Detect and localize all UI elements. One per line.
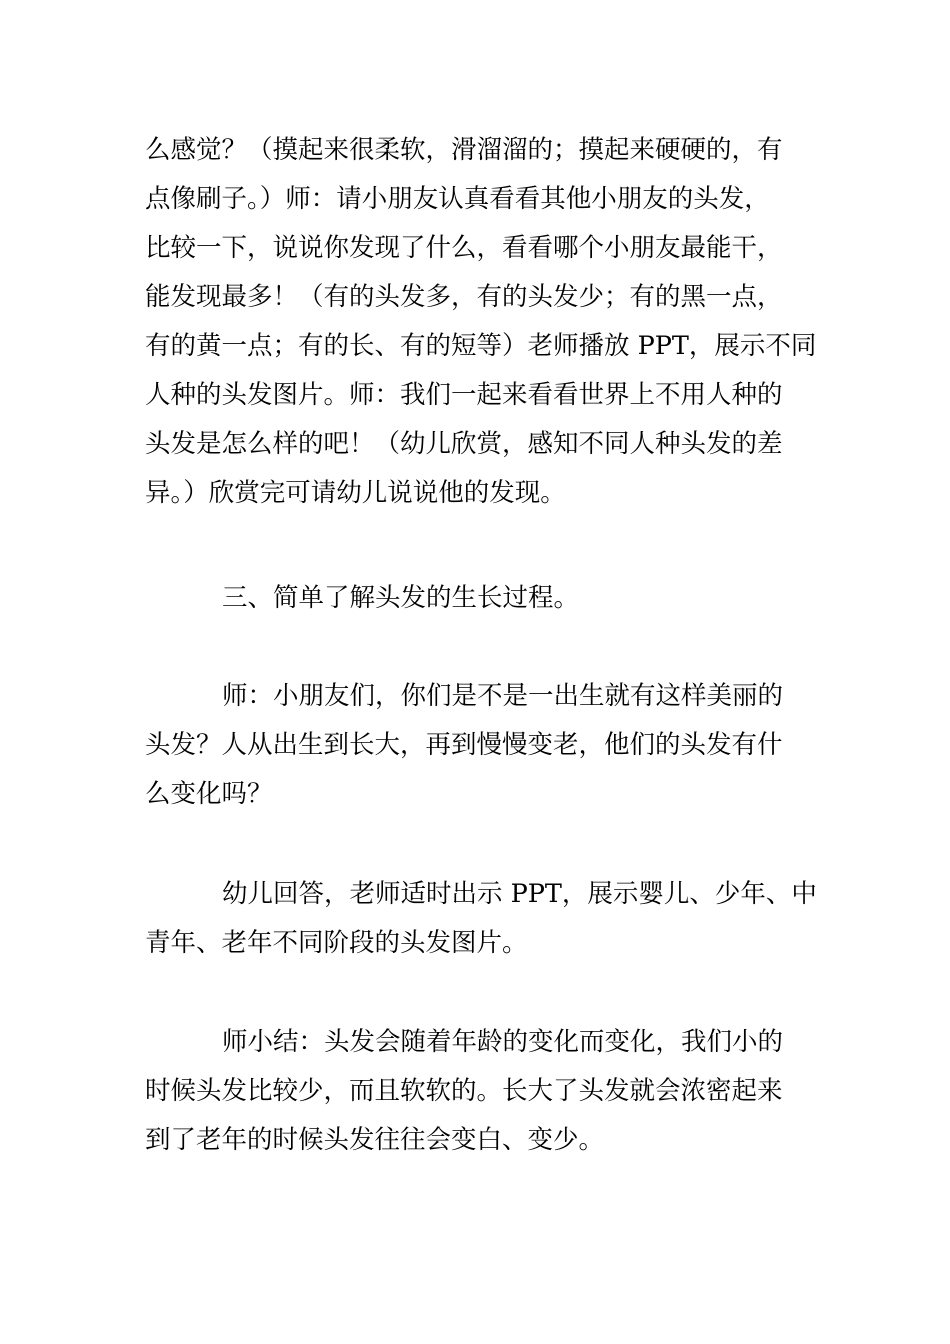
paragraph-line: 师：小朋友们，你们是不是一出生就有这样美丽的 <box>222 681 784 711</box>
paragraph-line: 么感觉？（摸起来很柔软，滑溜溜的；摸起来硬硬的，有 <box>145 135 783 165</box>
paragraph-line: 异。）欣赏完可请幼儿说说他的发现。 <box>145 478 566 508</box>
paragraph-line: 幼儿回答，老师适时出示 PPT，展示婴儿、少年、中 <box>222 879 817 909</box>
paragraph-line: 能发现最多！（有的头发多，有的头发少；有的黑一点， <box>145 282 783 312</box>
paragraph-line: 头发是怎么样的吧！（幼儿欣赏，感知不同人种头发的差 <box>145 429 783 459</box>
paragraph-line: 有的黄一点；有的长、有的短等）老师播放 PPT，展示不同 <box>145 331 817 361</box>
paragraph-line: 到了老年的时候头发往往会变白、变少。 <box>145 1125 605 1155</box>
paragraph-line: 头发？人从出生到长大，再到慢慢变老，他们的头发有什 <box>145 730 783 760</box>
paragraph-line: 么变化吗？ <box>145 779 273 809</box>
section-heading-text: 三、简单了解头发的生长过程。 <box>222 583 580 613</box>
paragraph-line: 青年、老年不同阶段的头发图片。 <box>145 928 528 958</box>
paragraph-line: 师小结：头发会随着年龄的变化而变化，我们小的 <box>222 1027 784 1057</box>
paragraph-line: 时候头发比较少，而且软软的。长大了头发就会浓密起来 <box>145 1076 783 1106</box>
paragraph-line: 比较一下，说说你发现了什么，看看哪个小朋友最能干， <box>145 233 783 263</box>
paragraph-line: 点像刷子。）师：请小朋友认真看看其他小朋友的头发， <box>145 184 770 214</box>
paragraph-line: 人种的头发图片。师：我们一起来看看世界上不用人种的 <box>145 380 783 410</box>
